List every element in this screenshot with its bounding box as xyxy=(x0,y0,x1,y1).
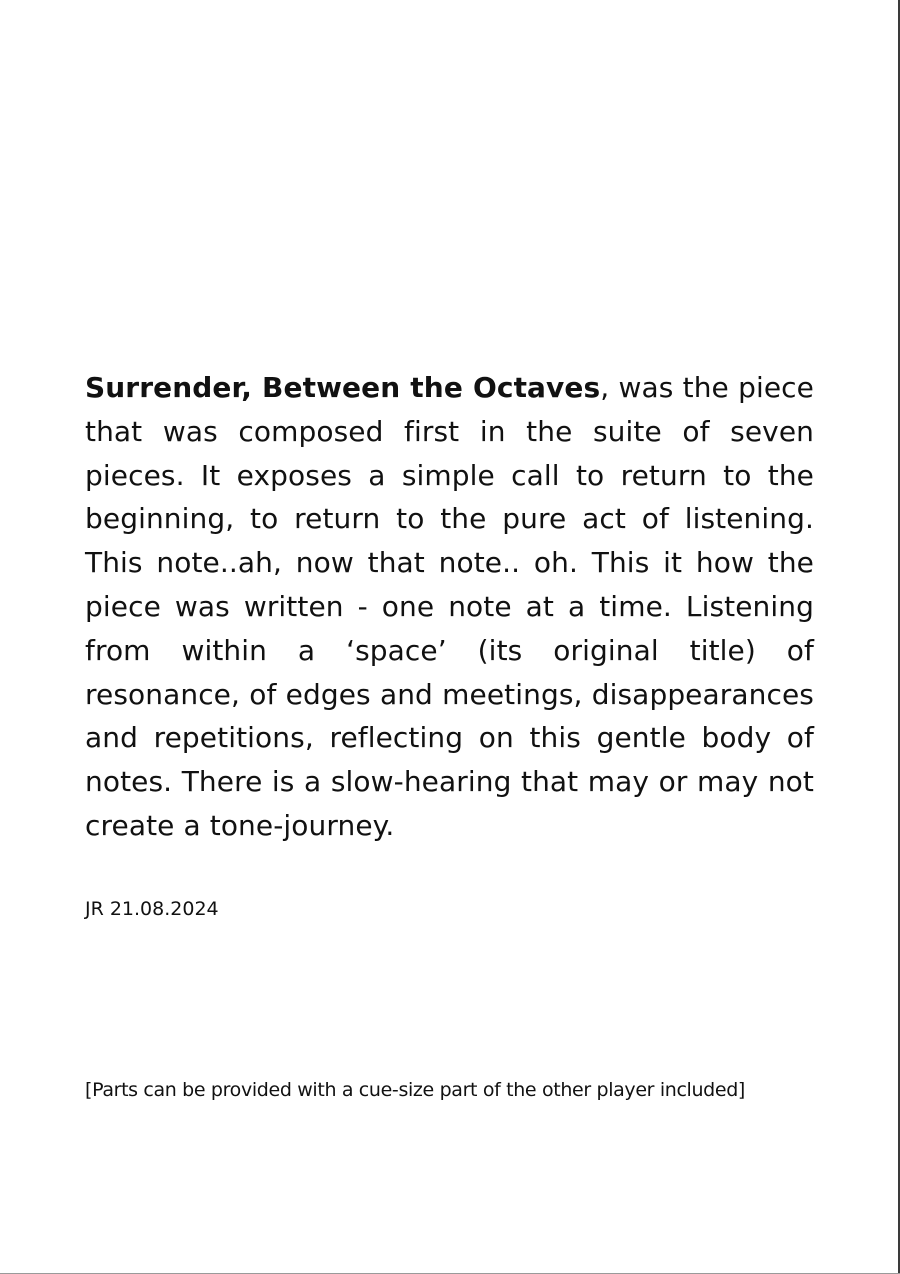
programme-note-body: , was the piece that was composed first in the suite of seven pieces. It exposes a simple call to return to the beginning, to return to the pure act of listening. This note..ah, now that note.. oh. This it how the piece was written - one note at a time. Listening from within a ‘space’ (its original title) of resonance, of edges and meetings, disappearances and repetitions, reflecting on this gentle body of notes. There is a slow-hearing that may or may not create a tone-journey. xyxy=(85,371,814,842)
programme-note xyxy=(85,366,814,848)
parts-footnote: [Parts can be provided with a cue-size part of the other player included] xyxy=(85,1079,745,1101)
signature-date: JR 21.08.2024 xyxy=(85,898,219,920)
piece-title: Surrender, Between the Octaves xyxy=(85,371,601,404)
